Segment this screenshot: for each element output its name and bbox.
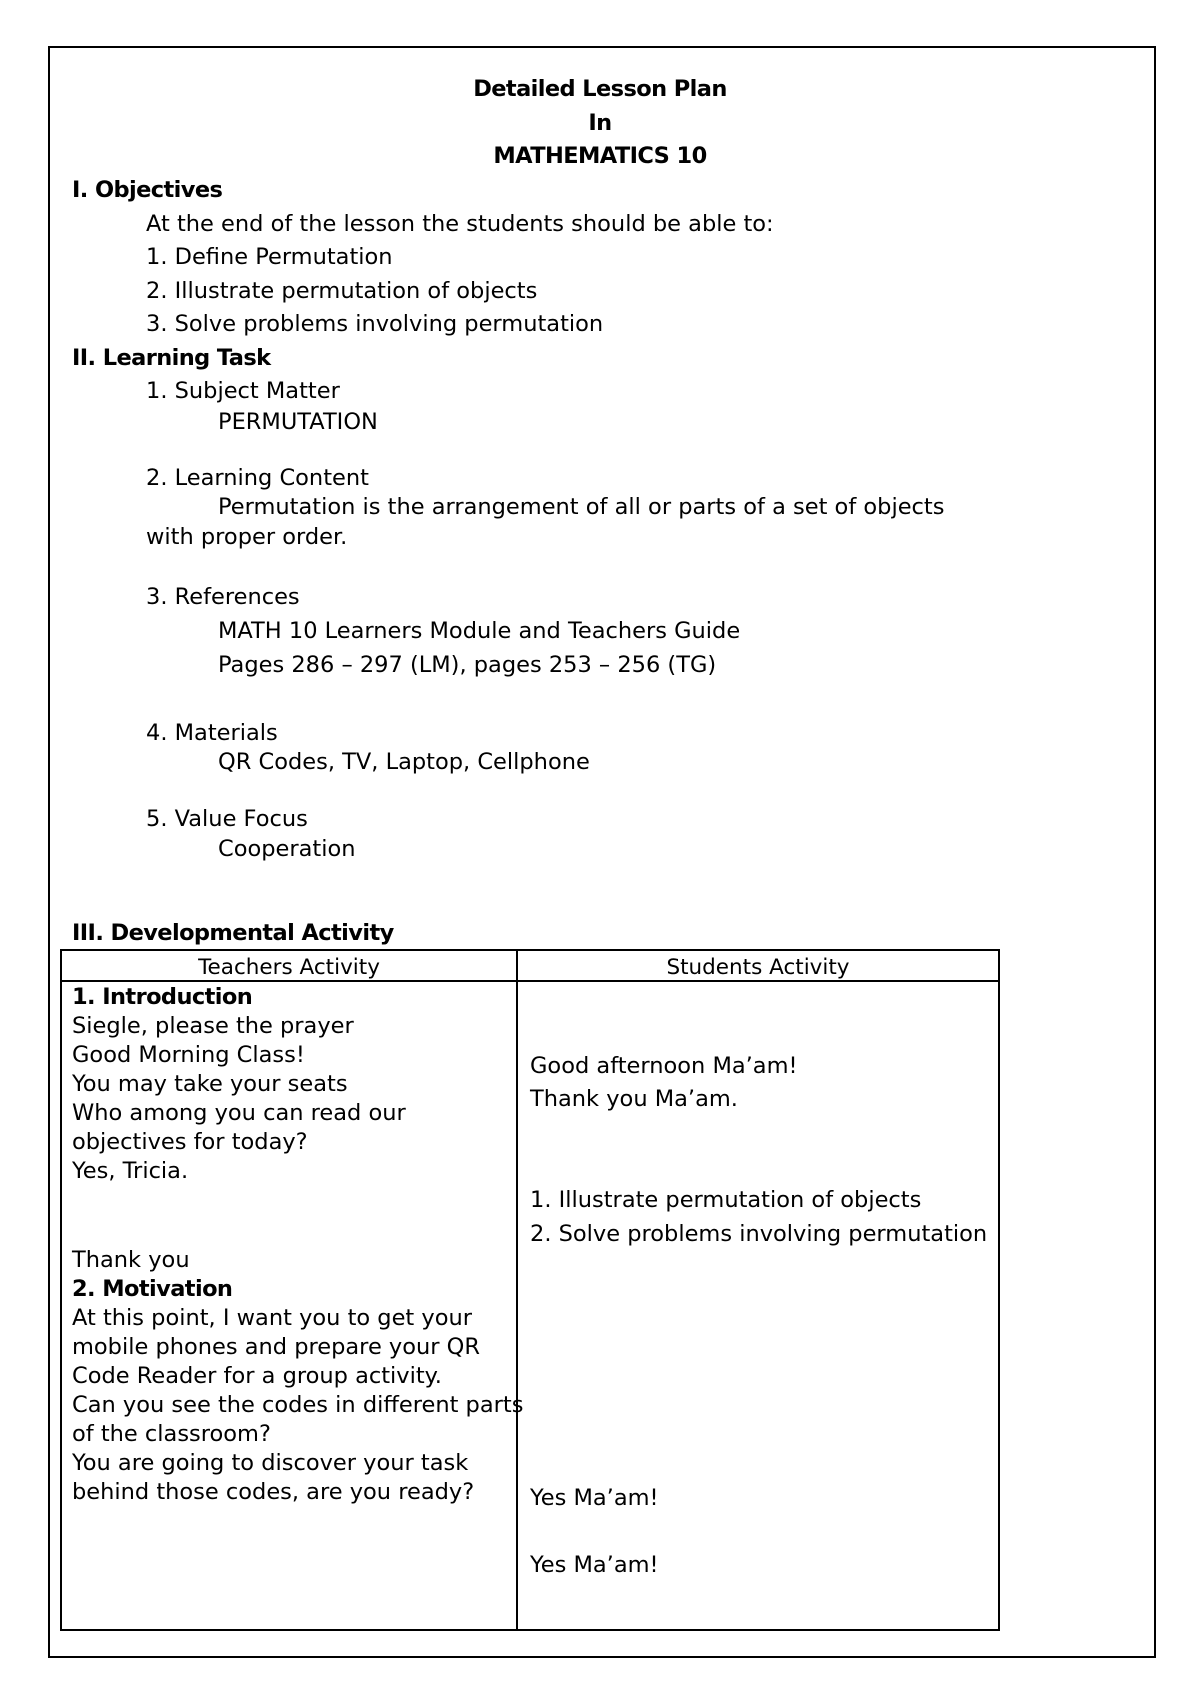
subject-matter-value: PERMUTATION — [218, 409, 378, 435]
table-column-divider — [516, 951, 518, 1629]
teacher-line: Good Morning Class! — [72, 1042, 305, 1068]
student-line: 2. Solve problems involving permutation — [530, 1221, 988, 1247]
teacher-thank-you: Thank you — [72, 1247, 190, 1273]
references-line: MATH 10 Learners Module and Teachers Guide — [218, 618, 741, 644]
materials-label: 4. Materials — [146, 720, 278, 746]
teacher-line: Can you see the codes in different parts — [72, 1392, 524, 1418]
teacher-line: Code Reader for a group activity. — [72, 1363, 442, 1389]
references-line: Pages 286 – 297 (LM), pages 253 – 256 (TG) — [218, 652, 717, 678]
teacher-line: mobile phones and prepare your QR — [72, 1334, 481, 1360]
references-label: 3. References — [146, 584, 300, 610]
learning-task-heading: II. Learning Task — [72, 345, 271, 371]
learning-content-label: 2. Learning Content — [146, 465, 369, 491]
teacher-line: Who among you can read our — [72, 1100, 406, 1126]
teacher-line: You may take your seats — [72, 1071, 348, 1097]
teacher-line: behind those codes, are you ready? — [72, 1479, 475, 1505]
objective-item: 2. Illustrate permutation of objects — [146, 278, 538, 304]
teacher-line: Yes, Tricia. — [72, 1158, 189, 1184]
learning-content-text: Permutation is the arrangement of all or parts of a set of objects — [218, 494, 945, 520]
subject-matter-label: 1. Subject Matter — [146, 378, 340, 404]
objectives-intro: At the end of the lesson the students should be able to: — [146, 211, 774, 237]
introduction-heading: 1. Introduction — [72, 984, 253, 1010]
student-line: Thank you Ma’am. — [530, 1086, 738, 1112]
document-subject: MATHEMATICS 10 — [493, 143, 707, 169]
student-line: Yes Ma’am! — [530, 1485, 659, 1511]
teacher-line: objectives for today? — [72, 1129, 308, 1155]
document-title: Detailed Lesson Plan — [473, 76, 727, 102]
teacher-line: of the classroom? — [72, 1421, 271, 1447]
materials-value: QR Codes, TV, Laptop, Cellphone — [218, 749, 590, 775]
student-line: Yes Ma’am! — [530, 1552, 659, 1578]
table-header-divider — [62, 980, 998, 982]
activity-table — [60, 949, 1000, 1631]
objectives-heading: I. Objectives — [72, 177, 223, 203]
motivation-heading: 2. Motivation — [72, 1276, 233, 1302]
objective-item: 1. Define Permutation — [146, 244, 393, 270]
learning-content-text-cont: with proper order. — [146, 524, 348, 550]
teacher-line: You are going to discover your task — [72, 1450, 469, 1476]
student-line: Good afternoon Ma’am! — [530, 1053, 798, 1079]
value-focus-label: 5. Value Focus — [146, 806, 308, 832]
objective-item: 3. Solve problems involving permutation — [146, 311, 604, 337]
column-header-students: Students Activity — [666, 955, 850, 980]
student-line: 1. Illustrate permutation of objects — [530, 1187, 922, 1213]
value-focus-value: Cooperation — [218, 836, 356, 862]
developmental-activity-heading: III. Developmental Activity — [72, 920, 394, 946]
column-header-teachers: Teachers Activity — [198, 955, 380, 980]
teacher-line: At this point, I want you to get your — [72, 1305, 473, 1331]
teacher-line: Siegle, please the prayer — [72, 1013, 354, 1039]
document-title-in: In — [588, 110, 612, 136]
